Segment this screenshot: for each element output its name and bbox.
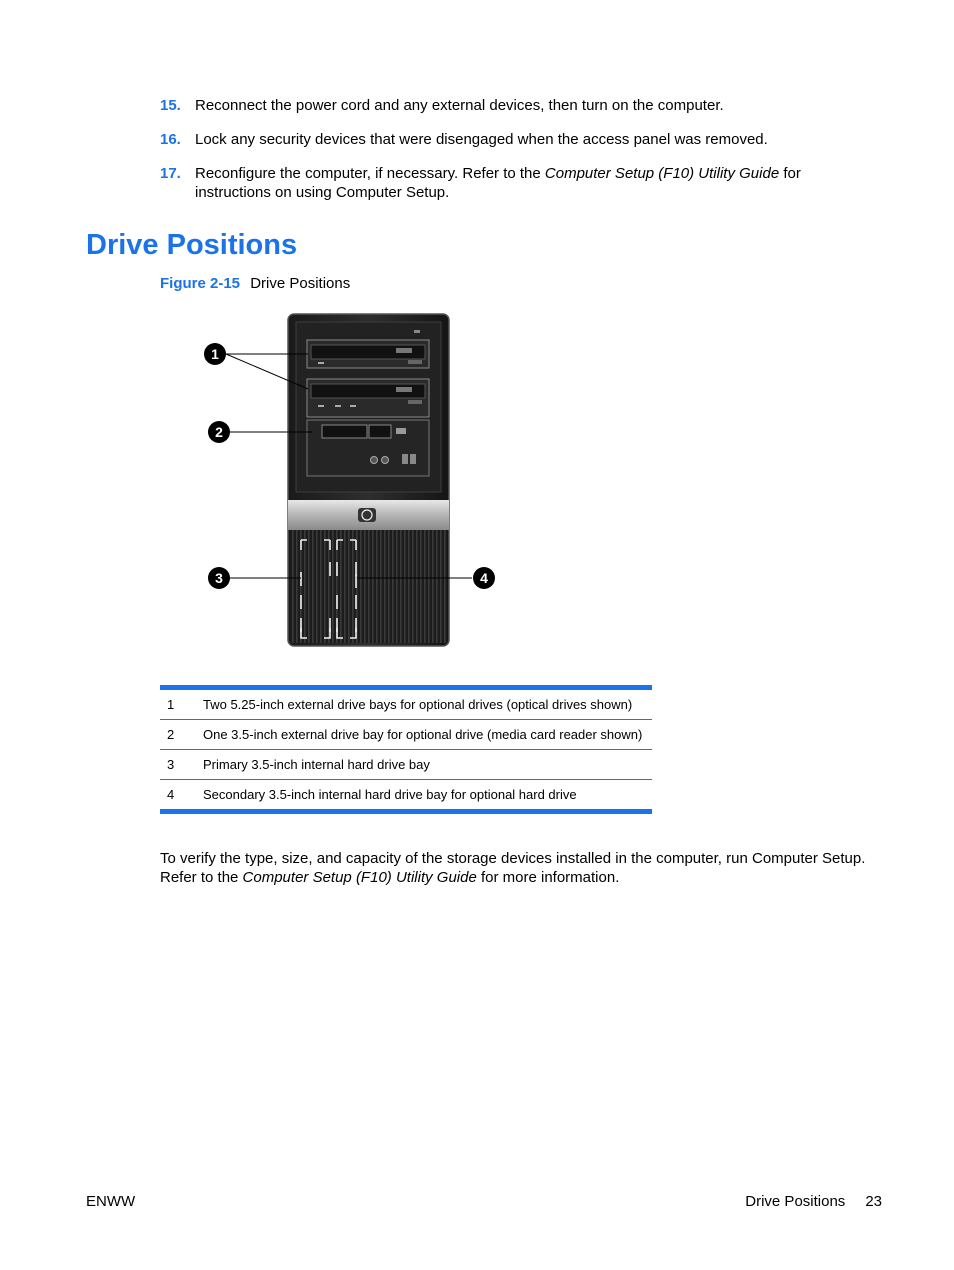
- callout-2-label: 2: [215, 424, 223, 440]
- page-number: 23: [865, 1193, 882, 1210]
- legend-number: 3: [160, 750, 203, 780]
- computer-tower-figure: [200, 312, 500, 648]
- table-row: [160, 720, 652, 750]
- legend-description: Secondary 3.5-inch internal hard drive bay for optional hard drive: [203, 787, 577, 802]
- body-paragraph: [160, 849, 880, 887]
- callout-4-label: 4: [480, 570, 488, 586]
- front-grille: [290, 530, 447, 643]
- step-item: [160, 164, 880, 202]
- step-item: [160, 96, 880, 115]
- figure-caption: [160, 274, 350, 293]
- step-number: 17.: [160, 165, 181, 182]
- footer-right: [745, 1193, 882, 1210]
- callout-1-label: 1: [211, 346, 219, 362]
- guide-reference: Computer Setup (F10) Utility Guide: [544, 165, 780, 182]
- callout-3-label: 3: [215, 570, 223, 586]
- legend-number: 2: [160, 720, 203, 750]
- footer-section-name: Drive Positions: [745, 1193, 846, 1210]
- figure-caption-text: Drive Positions: [250, 275, 351, 292]
- callout-1-badge: [204, 343, 226, 365]
- legend-description: One 3.5-inch external drive bay for optional drive (media card reader shown): [203, 720, 652, 750]
- table-row: [160, 688, 652, 720]
- table-row: [160, 780, 652, 812]
- step-number: 16.: [160, 131, 181, 148]
- figure-label: Figure 2-15: [160, 275, 241, 292]
- legend-description: Primary 3.5-inch internal hard drive bay: [203, 750, 652, 780]
- step-text-part: Reconfigure the computer, if necessary. Refer to the: [195, 165, 545, 182]
- step-text: Reconnect the power cord and any external devices, then turn on the computer.: [195, 97, 724, 114]
- legend-number: 4: [167, 787, 175, 802]
- step-item: [160, 130, 880, 149]
- power-button-icon: [414, 330, 420, 333]
- callout-2-badge: [208, 421, 230, 443]
- callout-4-badge: [473, 567, 495, 589]
- instruction-steps: [160, 96, 880, 202]
- step-text-part: for instructions on using Computer Setup.: [195, 165, 801, 201]
- section-title: Drive Positions: [86, 229, 298, 261]
- step-text: Lock any security devices that were disengaged when the access panel was removed.: [195, 131, 768, 148]
- callout-3-badge: [208, 567, 230, 589]
- figure-legend-table: [160, 685, 652, 814]
- table-row: [160, 750, 652, 780]
- legend-number: 1: [160, 688, 203, 720]
- step-text: [195, 164, 880, 202]
- legend-description: Two 5.25-inch external drive bays for optional drives (optical drives shown): [203, 688, 652, 720]
- body-text-part: To verify the type, size, and capacity of the storage devices installed in the computer, run Computer Setup. Refer to the: [160, 850, 866, 886]
- guide-reference: Computer Setup (F10) Utility Guide: [242, 869, 477, 886]
- body-text-part: for more information.: [476, 869, 620, 886]
- footer-left-label: ENWW: [86, 1193, 136, 1210]
- step-number: 15.: [160, 97, 181, 114]
